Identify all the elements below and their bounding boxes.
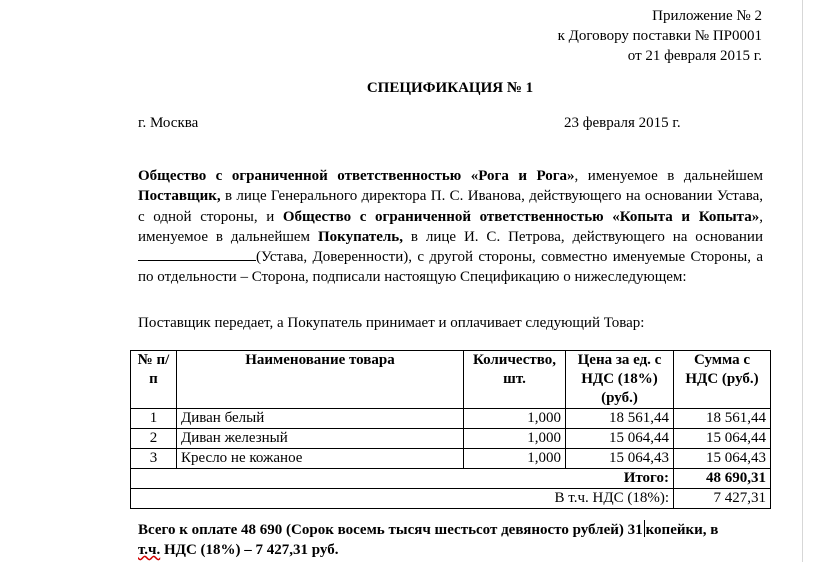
header-cell: Количество, шт.	[464, 351, 566, 409]
header-cell: № п/п	[131, 351, 177, 409]
buyer-role: Покупатель,	[317, 228, 403, 245]
total-payment-text-4: НДС (18%) – 7 427,31 руб.	[160, 542, 339, 558]
header-cell: Сумма с НДС (руб.)	[674, 351, 771, 409]
header-cell: Цена за ед. с НДС (18%) (руб.)	[566, 351, 674, 409]
appendix-block	[558, 6, 762, 66]
supplier-role: Поставщик,	[138, 188, 221, 205]
vat-label: В т.ч. НДС (18%):	[131, 489, 674, 509]
supplier-name: Общество с ограниченной ответственностью «Рога и Рога»	[138, 168, 575, 184]
date-text: 23 февраля 2015 г.	[564, 115, 681, 131]
cell-sum: 15 064,44	[674, 429, 771, 449]
cell-index: 2	[131, 429, 177, 449]
parties-text-3: , именуемое в дальнейшем	[138, 208, 763, 245]
cell-sum: 18 561,44	[674, 409, 771, 429]
total-label: Итого:	[131, 469, 674, 489]
cell-quantity: 1,000	[464, 449, 566, 469]
header-cell: Наименование товара	[177, 351, 464, 409]
cell-price: 18 561,44	[566, 409, 674, 429]
cell-index: 3	[131, 449, 177, 469]
total-payment-paragraph	[138, 520, 763, 560]
spec-title: СПЕЦИФИКАЦИЯ № 1	[366, 80, 534, 96]
total-payment-text-1: Всего к оплате 48 690 (Сорок восемь тысяч шестьсот девяносто рублей) 31	[138, 522, 643, 538]
parties-text-2: в лице Генерального директора П. С. Иванова, действующего на основании Устава, с одной стороны, и	[138, 188, 763, 225]
buyer-name: Общество с ограниченной ответственностью «Копыта и Копыта»	[282, 208, 760, 225]
total-row	[131, 469, 771, 489]
cell-product: Диван белый	[177, 409, 464, 429]
cell-index: 1	[131, 409, 177, 429]
spellcheck-text: т.ч.	[138, 542, 161, 558]
parties-paragraph	[138, 166, 763, 288]
total-value: 48 690,31	[674, 469, 771, 489]
parties-text-5: (Устава, Доверенности), с другой стороны, совместно именуемые Стороны, а по отдельности – Сторона, подписали настоящую Спецификацию о нижеследующем:	[138, 249, 763, 286]
cell-quantity: 1,000	[464, 409, 566, 429]
table-row	[131, 429, 771, 449]
intro-text: Поставщик передает, а Покупатель принимает и оплачивает следующий Товар:	[138, 315, 645, 331]
appendix-line-3: от 21 февраля 2015 г.	[627, 48, 762, 64]
city-text: г. Москва	[138, 115, 199, 131]
table-header-row	[131, 351, 771, 409]
cell-sum: 15 064,43	[674, 449, 771, 469]
blank-field[interactable]	[138, 248, 256, 261]
cell-quantity: 1,000	[464, 429, 566, 449]
table-row	[131, 409, 771, 429]
appendix-line-2: к Договору поставки № ПР0001	[557, 28, 762, 44]
cell-product: Диван железный	[177, 429, 464, 449]
vat-value: 7 427,31	[674, 489, 771, 509]
cell-price: 15 064,44	[566, 429, 674, 449]
cell-price: 15 064,43	[566, 449, 674, 469]
table-row	[131, 449, 771, 469]
appendix-line-1: Приложение № 2	[652, 8, 762, 24]
vat-row	[131, 489, 771, 509]
parties-text-1: , именуемое в дальнейшем	[574, 168, 763, 184]
total-payment-text-2: копейки, в	[645, 522, 719, 538]
text-cursor	[644, 520, 645, 537]
cell-product: Кресло не кожаное	[177, 449, 464, 469]
goods-table	[130, 350, 771, 509]
parties-text-4: в лице И. С. Петрова, действующего на основании	[402, 228, 763, 245]
